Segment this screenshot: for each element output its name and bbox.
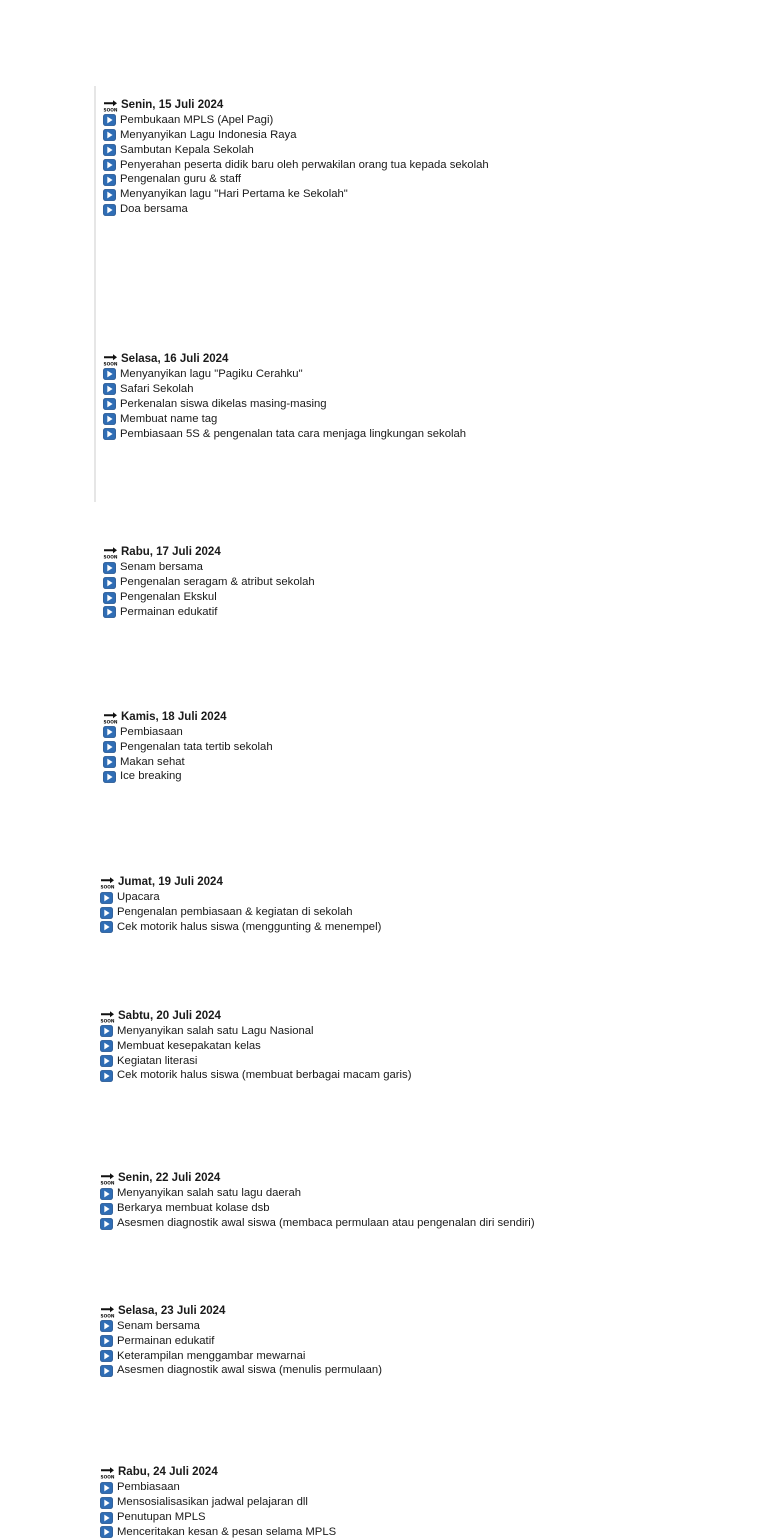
svg-text:SOON: SOON bbox=[103, 555, 118, 560]
list-item-text: Pengenalan seragam & atribut sekolah bbox=[120, 576, 315, 589]
day-title-text: Selasa, 23 Juli 2024 bbox=[118, 1304, 226, 1317]
svg-text:SOON: SOON bbox=[100, 885, 115, 890]
play-button-icon bbox=[103, 562, 116, 574]
list-item-text: Asesmen diagnostik awal siswa (menulis permulaan) bbox=[117, 1364, 382, 1377]
soon-arrow-icon bbox=[103, 546, 118, 559]
play-button-icon bbox=[103, 114, 116, 126]
play-button-icon bbox=[100, 907, 113, 919]
list-item-text: Pengenalan tata tertib sekolah bbox=[120, 740, 273, 753]
list-item-text: Permainan edukatif bbox=[120, 605, 218, 618]
list-item-text: Membuat name tag bbox=[120, 412, 218, 425]
list-item-text: Pembukaan MPLS (Apel Pagi) bbox=[120, 113, 274, 126]
soon-arrow-icon bbox=[103, 711, 118, 724]
list-item bbox=[100, 1480, 768, 1495]
play-button-icon bbox=[103, 368, 116, 380]
list-item bbox=[100, 920, 768, 935]
day-title bbox=[103, 98, 768, 113]
play-button-icon bbox=[100, 1365, 113, 1377]
svg-text:SOON: SOON bbox=[100, 1181, 115, 1186]
soon-arrow-icon bbox=[100, 1172, 115, 1185]
list-item bbox=[103, 367, 768, 382]
list-item bbox=[103, 172, 768, 187]
soon-arrow-icon bbox=[100, 1305, 115, 1318]
play-button-icon bbox=[103, 174, 116, 186]
play-button-icon bbox=[100, 1218, 113, 1230]
list-item bbox=[103, 427, 768, 442]
list-item-text: Pembiasaan bbox=[117, 1481, 180, 1494]
list-item bbox=[103, 128, 768, 143]
day-title bbox=[100, 1304, 768, 1319]
soon-arrow-icon bbox=[103, 99, 118, 112]
list-item bbox=[103, 412, 768, 427]
list-item-text: Menyanyikan salah satu lagu daerah bbox=[117, 1187, 302, 1200]
play-button-icon bbox=[103, 189, 116, 201]
play-button-icon bbox=[103, 577, 116, 589]
svg-text:SOON: SOON bbox=[100, 1019, 115, 1023]
play-button-icon bbox=[103, 592, 116, 604]
soon-arrow-icon bbox=[103, 353, 118, 366]
list-item-text: Pengenalan Ekskul bbox=[120, 591, 217, 604]
play-button-icon bbox=[100, 921, 113, 933]
play-button-icon bbox=[100, 1482, 113, 1494]
list-item-text: Menyanyikan lagu "Pagiku Cerahku" bbox=[120, 367, 303, 380]
day-section bbox=[100, 1171, 768, 1231]
list-item-text: Cek motorik halus siswa (menggunting & menempel) bbox=[117, 921, 382, 933]
list-item bbox=[103, 560, 768, 575]
play-button-icon bbox=[100, 1025, 113, 1037]
play-button-icon bbox=[100, 1055, 113, 1067]
day-title-text: Senin, 22 Juli 2024 bbox=[118, 1172, 221, 1185]
day-title bbox=[103, 545, 768, 560]
soon-arrow-icon bbox=[100, 876, 115, 889]
list-item bbox=[103, 382, 768, 397]
play-button-icon bbox=[100, 1526, 113, 1538]
list-item bbox=[103, 769, 768, 784]
play-button-icon bbox=[100, 892, 113, 904]
play-button-icon bbox=[103, 398, 116, 410]
play-button-icon bbox=[100, 1497, 113, 1509]
list-item bbox=[103, 605, 768, 620]
list-item-text: Sambutan Kepala Sekolah bbox=[120, 143, 254, 156]
list-item-text: Doa bersama bbox=[120, 203, 188, 216]
list-item bbox=[100, 1054, 768, 1069]
list-item-text: Permainan edukatif bbox=[117, 1334, 215, 1347]
play-button-icon bbox=[103, 756, 116, 768]
list-item-text: Senam bersama bbox=[120, 561, 203, 574]
day-title-text: Kamis, 18 Juli 2024 bbox=[121, 710, 227, 723]
list-item-text: Cek motorik halus siswa (membuat berbagai macam garis) bbox=[117, 1069, 412, 1082]
svg-text:SOON: SOON bbox=[100, 1314, 115, 1318]
play-button-icon bbox=[100, 1320, 113, 1332]
left-rule bbox=[94, 86, 96, 502]
play-button-icon bbox=[103, 726, 116, 738]
day-title bbox=[103, 352, 768, 367]
play-button-icon bbox=[100, 1512, 113, 1524]
list-item bbox=[100, 905, 768, 920]
list-item-text: Senam bersama bbox=[117, 1319, 200, 1332]
day-section bbox=[100, 875, 768, 935]
day-title-text: Jumat, 19 Juli 2024 bbox=[118, 876, 223, 889]
list-item bbox=[100, 1349, 768, 1364]
list-item bbox=[103, 187, 768, 202]
play-button-icon bbox=[103, 144, 116, 156]
list-item-text: Safari Sekolah bbox=[120, 382, 194, 395]
list-item bbox=[100, 890, 768, 905]
list-item bbox=[100, 1069, 768, 1084]
list-item bbox=[103, 113, 768, 128]
list-item-text: Berkarya membuat kolase dsb bbox=[117, 1202, 270, 1215]
list-item-text: Penyerahan peserta didik baru oleh perwakilan orang tua kepada sekolah bbox=[120, 158, 489, 171]
day-section bbox=[103, 545, 768, 619]
list-item-text: Keterampilan menggambar mewarnai bbox=[117, 1349, 306, 1362]
day-title bbox=[100, 1009, 768, 1024]
list-item bbox=[100, 1201, 768, 1216]
play-button-icon bbox=[103, 606, 116, 618]
list-item bbox=[100, 1510, 768, 1525]
list-item bbox=[103, 143, 768, 158]
play-button-icon bbox=[103, 204, 116, 216]
day-section bbox=[100, 1304, 768, 1378]
day-section bbox=[100, 1465, 768, 1539]
list-item-text: Perkenalan siswa dikelas masing-masing bbox=[120, 397, 327, 410]
play-button-icon bbox=[100, 1070, 113, 1082]
list-item-text: Membuat kesepakatan kelas bbox=[117, 1039, 261, 1052]
day-title-text: Rabu, 17 Juli 2024 bbox=[121, 546, 221, 559]
day-title bbox=[100, 1171, 768, 1186]
play-button-icon bbox=[100, 1350, 113, 1362]
list-item-text: Pengenalan pembiasaan & kegiatan di sekolah bbox=[117, 906, 353, 919]
list-item bbox=[100, 1334, 768, 1349]
list-item-text: Pembiasaan 5S & pengenalan tata cara menjaga lingkungan sekolah bbox=[120, 427, 467, 440]
play-button-icon bbox=[103, 413, 116, 425]
list-item bbox=[100, 1186, 768, 1201]
soon-arrow-icon bbox=[100, 1466, 115, 1479]
play-button-icon bbox=[100, 1188, 113, 1200]
list-item-text: Menyanyikan Lagu Indonesia Raya bbox=[120, 128, 297, 141]
svg-text:SOON: SOON bbox=[103, 720, 118, 724]
list-item bbox=[103, 590, 768, 605]
day-title-text: Rabu, 24 Juli 2024 bbox=[118, 1466, 218, 1479]
list-item-text: Pembiasaan bbox=[120, 725, 183, 738]
day-title bbox=[103, 710, 768, 725]
list-item-text: Menyanyikan salah satu Lagu Nasional bbox=[117, 1024, 314, 1037]
list-item-text: Upacara bbox=[117, 891, 160, 904]
list-item bbox=[100, 1024, 768, 1039]
list-item bbox=[103, 755, 768, 770]
day-title bbox=[100, 875, 768, 890]
list-item-text: Mensosialisasikan jadwal pelajaran dll bbox=[117, 1496, 308, 1509]
play-button-icon bbox=[103, 428, 116, 440]
list-item bbox=[103, 740, 768, 755]
soon-arrow-icon bbox=[100, 1010, 115, 1023]
day-title bbox=[100, 1465, 768, 1480]
play-button-icon bbox=[103, 771, 116, 783]
list-item bbox=[103, 397, 768, 412]
list-item bbox=[103, 158, 768, 173]
play-button-icon bbox=[103, 383, 116, 395]
play-button-icon bbox=[100, 1203, 113, 1215]
day-section bbox=[100, 1009, 768, 1083]
play-button-icon bbox=[103, 741, 116, 753]
day-section bbox=[103, 710, 768, 784]
day-title-text: Senin, 15 Juli 2024 bbox=[121, 98, 224, 111]
day-title-text: Selasa, 16 Juli 2024 bbox=[121, 353, 229, 366]
play-button-icon bbox=[100, 1040, 113, 1052]
list-item-text: Kegiatan literasi bbox=[117, 1054, 198, 1067]
list-item-text: Menyanyikan lagu "Hari Pertama ke Sekolah" bbox=[120, 188, 348, 201]
day-section bbox=[103, 352, 768, 441]
play-button-icon bbox=[100, 1335, 113, 1347]
list-item-text: Makan sehat bbox=[120, 755, 185, 768]
list-item bbox=[100, 1039, 768, 1054]
list-item-text: Penutupan MPLS bbox=[117, 1511, 206, 1524]
list-item bbox=[100, 1319, 768, 1334]
list-item-text: Menceritakan kesan & pesan selama MPLS bbox=[117, 1525, 337, 1538]
list-item-text: Pengenalan guru & staff bbox=[120, 173, 242, 186]
list-item bbox=[103, 725, 768, 740]
svg-text:SOON: SOON bbox=[103, 108, 118, 112]
list-item bbox=[103, 202, 768, 217]
list-item bbox=[100, 1364, 768, 1379]
play-button-icon bbox=[103, 129, 116, 141]
svg-text:SOON: SOON bbox=[103, 362, 118, 367]
list-item-text: Asesmen diagnostik awal siswa (membaca permulaan atau pengenalan diri sendiri) bbox=[117, 1217, 535, 1230]
list-item bbox=[100, 1495, 768, 1510]
list-item bbox=[100, 1525, 768, 1540]
list-item bbox=[100, 1216, 768, 1231]
day-title-text: Sabtu, 20 Juli 2024 bbox=[118, 1009, 221, 1022]
svg-text:SOON: SOON bbox=[100, 1475, 115, 1480]
list-item bbox=[103, 575, 768, 590]
list-item-text: Ice breaking bbox=[120, 770, 182, 783]
play-button-icon bbox=[103, 159, 116, 171]
day-section bbox=[103, 98, 768, 217]
